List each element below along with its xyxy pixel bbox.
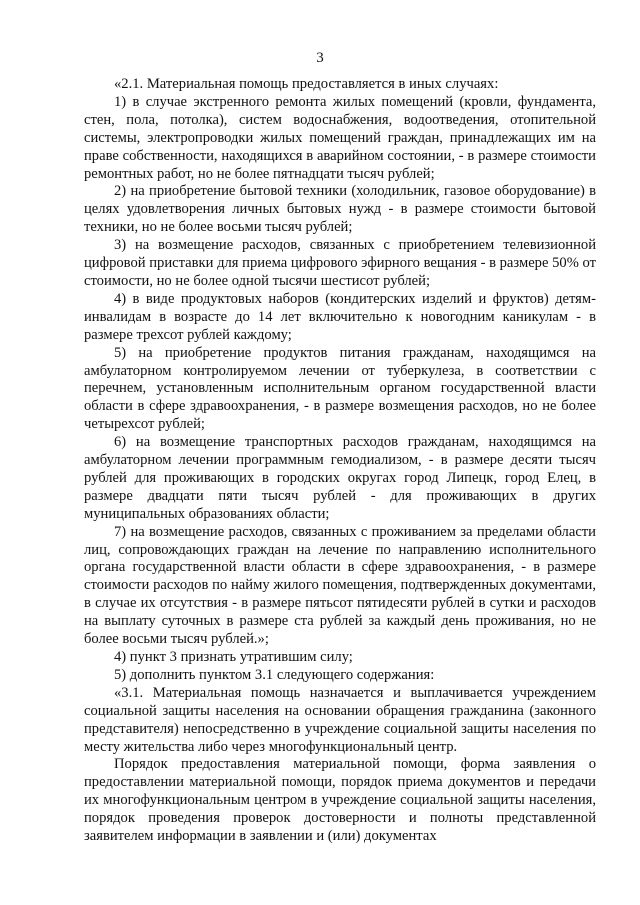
- paragraph-item-5: 5) на приобретение продуктов питания гражданам, находящимся на амбулаторном контролируемом лечении от туберкулеза, в соответствии с перечнем, установленным исполнительным органом государственной власти области в сфере здравоохранения, - в размере возмещения расходов, но не более четырехсот рублей;: [84, 344, 596, 433]
- document-body: [84, 76, 596, 846]
- paragraph-item-1: 1) в случае экстренного ремонта жилых помещений (кровли, фундамента, стен, пола, потолка), систем водоснабжения, водоотведения, отопительной системы, электропроводки жилых помещений граждан, принадлежащих им на праве собственности, находящихся в аварийном состоянии, - в размере стоимости ремонтных работ, но не более пятнадцати тысяч рублей;: [84, 93, 596, 182]
- paragraph-procedure: Порядок предоставления материальной помощи, форма заявления о предоставлении материальной помощи, порядок приема документов и передачи их многофункциональным центром в учреждение социальной защиты населения, порядок проведения проверок достоверности и полноты представленной заявителем информации в заявлении и (или) документах: [84, 756, 596, 845]
- page-number: 3: [316, 50, 324, 66]
- paragraph-item-2: 2) на приобретение бытовой техники (холодильник, газовое оборудование) в целях удовлетворения личных бытовых нужд - в размере стоимости бытовой техники, но не более восьми тысяч рублей;: [84, 183, 596, 236]
- paragraph-3-1: «3.1. Материальная помощь назначается и выплачивается учреждением социальной защиты населения на основании обращения гражданина (законного представителя) непосредственно в учреждение социальной защиты населения по месту жительства либо через многофункциональный центр.: [84, 684, 596, 755]
- paragraph-amendment-4: 4) пункт 3 признать утратившим силу;: [114, 649, 353, 665]
- paragraph-item-3: 3) на возмещение расходов, связанных с приобретением телевизионной цифровой приставки для приема цифрового эфирного вещания - в размере 50% от стоимости, но не более одной тысячи шестисот рублей;: [84, 237, 596, 289]
- paragraph-item-6: 6) на возмещение транспортных расходов гражданам, находящимся на амбулаторном лечении программным гемодиализом, - в размере десяти тысяч рублей для проживающих в городских округах город Липецк, город Елец, в размере двадцати пяти тысяч рублей - для проживающих в других муниципальных образованиях области;: [84, 434, 596, 522]
- paragraph-2-1-intro: «2.1. Материальная помощь предоставляется в иных случаях:: [114, 76, 499, 92]
- paragraph-item-7: 7) на возмещение расходов, связанных с проживанием за пределами области лиц, сопровождающих граждан на лечение по направлению исполнительного органа государственной власти области в сфере здравоохранения, - в размере стоимости расходов по найму жилого помещения, подтвержденных документами, в случае их отсутствия - в размере пятьсот пятидесяти рублей в сутки и расходов на выплату суточных в размере ста рублей за каждый день проживания, но не более восьми тысяч рублей.»;: [84, 523, 596, 648]
- paragraph-amendment-5: 5) дополнить пунктом 3.1 следующего содержания:: [114, 666, 435, 683]
- paragraph-item-4: 4) в виде продуктовых наборов (кондитерских изделий и фруктов) детям-инвалидам в возрасте до 14 лет включительно к новогодним каникулам - в размере трехсот рублей каждому;: [84, 290, 596, 343]
